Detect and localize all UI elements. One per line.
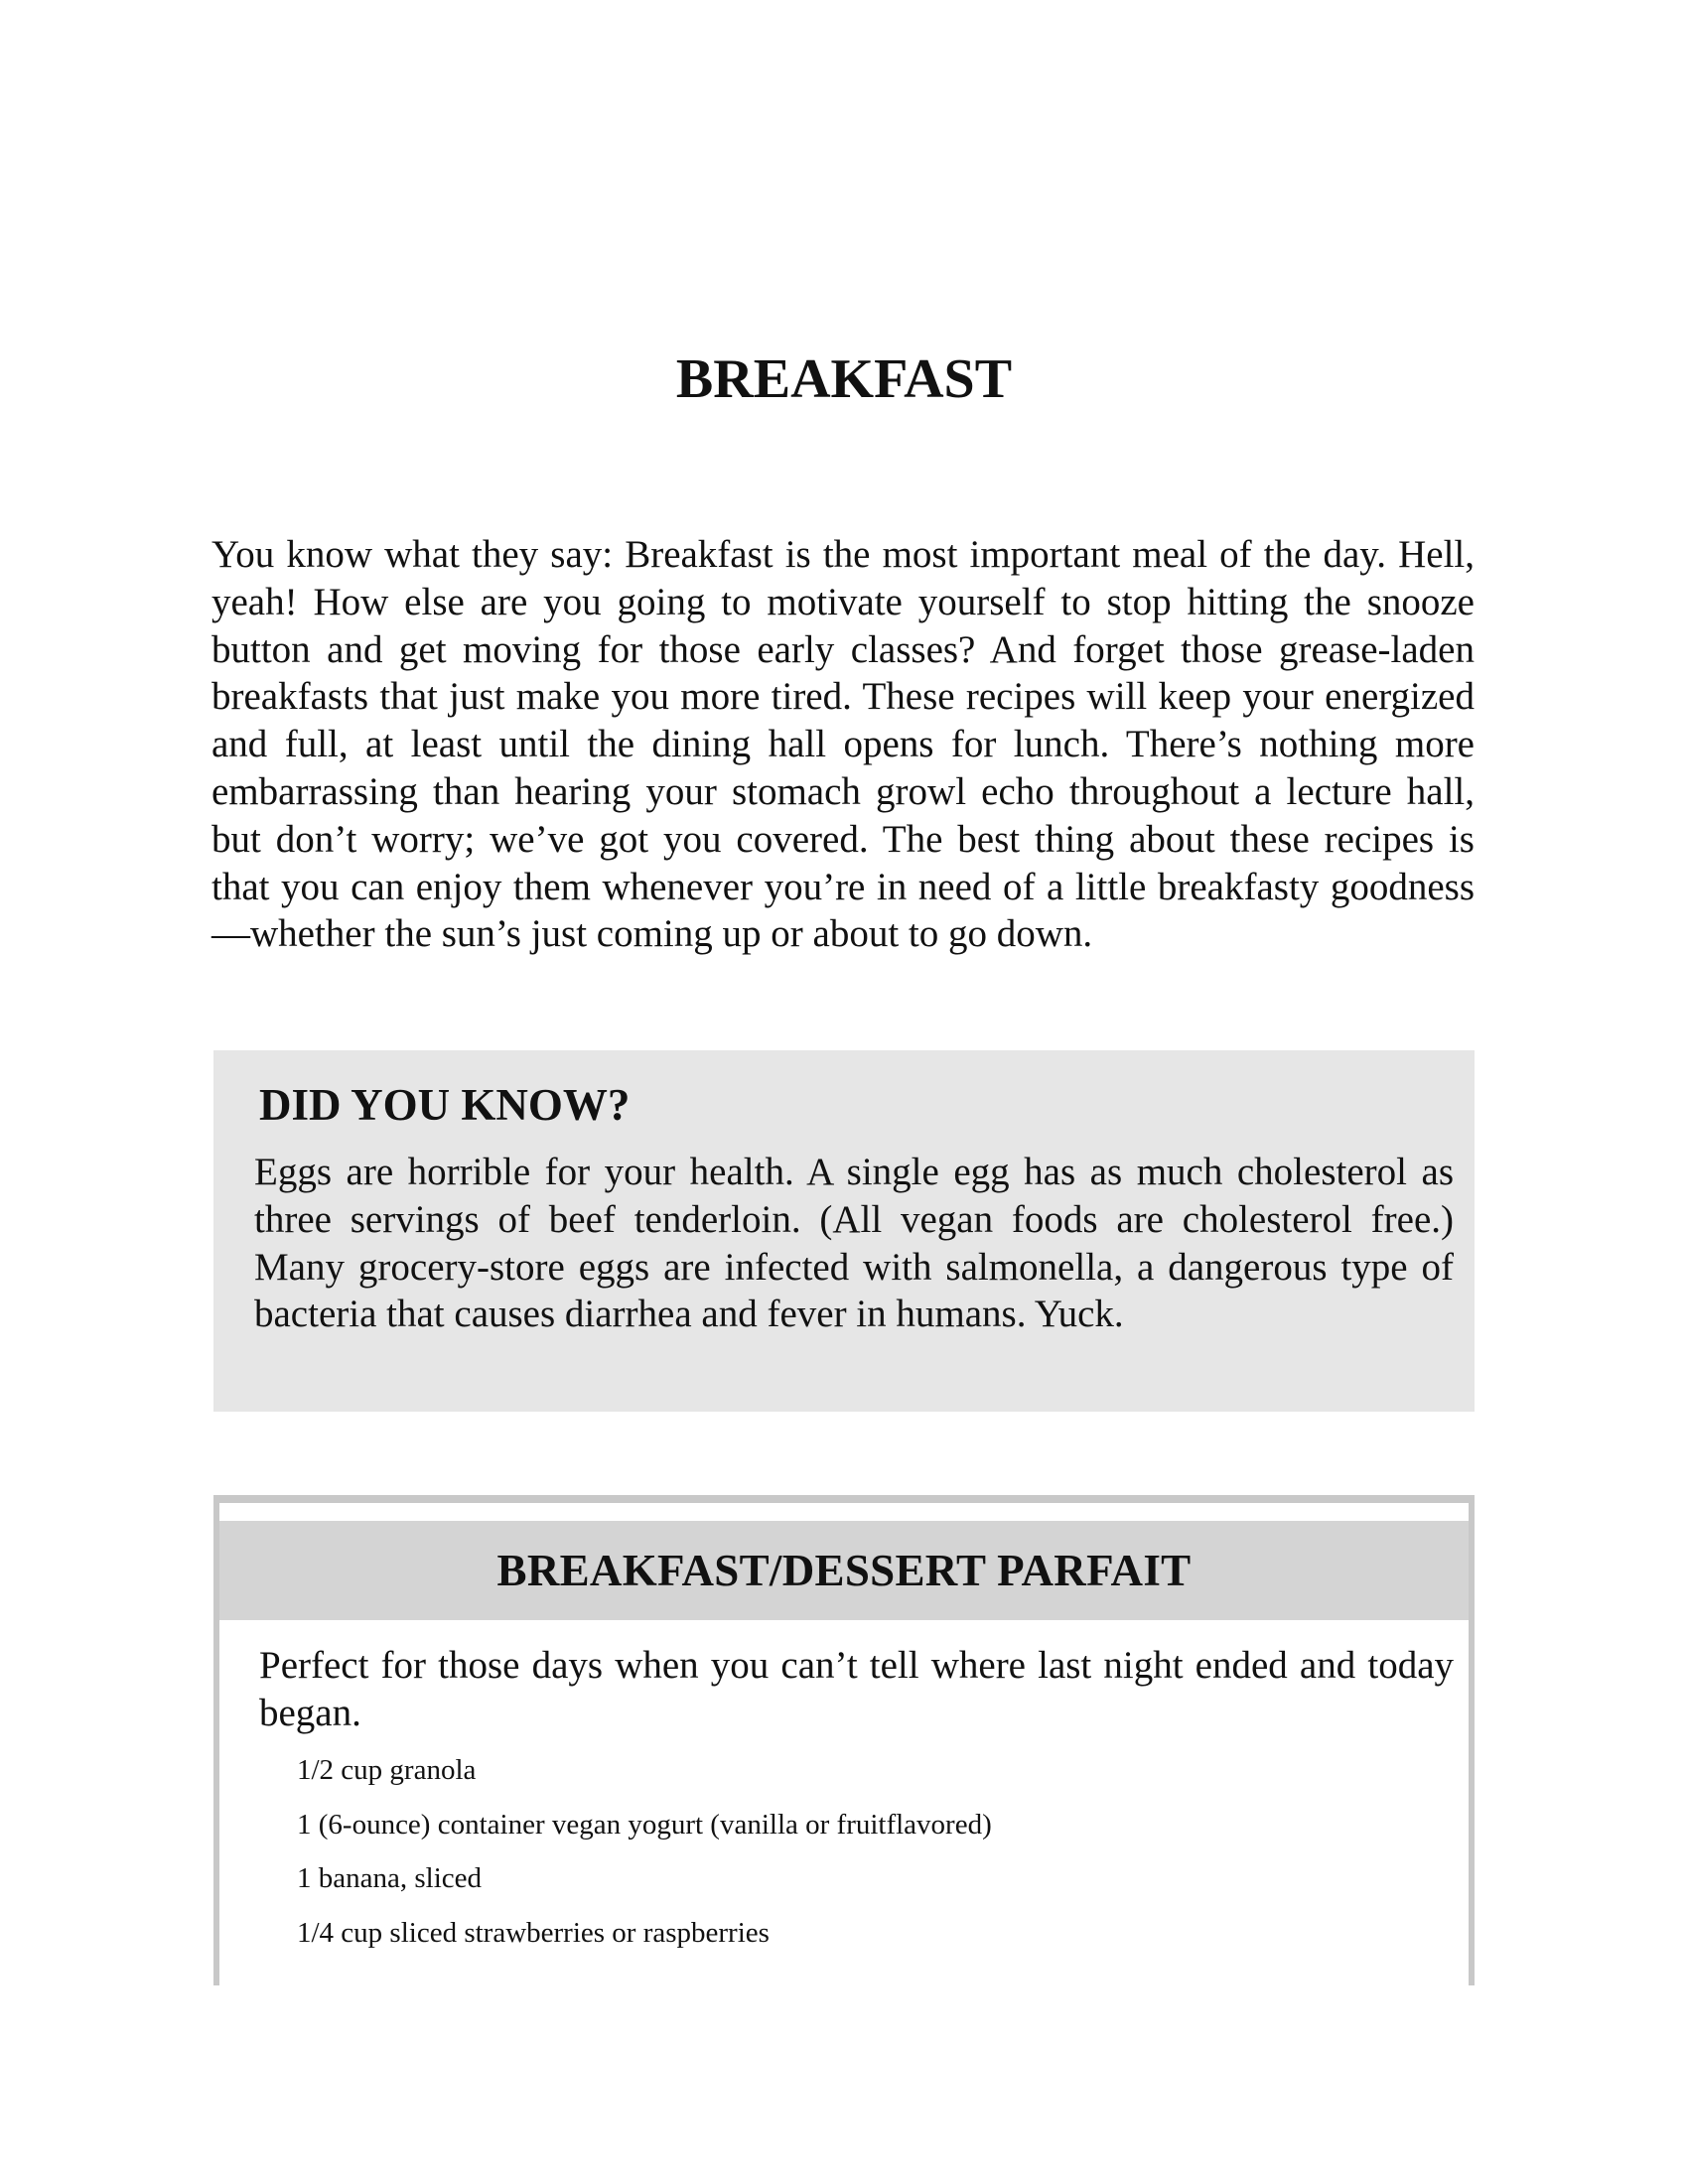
ingredient-list [297, 1751, 992, 1968]
ingredient-item: 1 banana, sliced [297, 1862, 483, 1894]
recipe-header [219, 1521, 1469, 1620]
recipe-title: BREAKFAST/DESSERT PARFAIT [496, 1546, 1192, 1595]
ingredient-item: 1/4 cup sliced strawberries or raspberries [297, 1916, 770, 1949]
did-you-know-text: Eggs are horrible for your health. A single egg has as much cholesterol as three servings of beef tenderloin. (All vegan foods are cholesterol free.) Many grocery-store eggs are infected with salmonella, a dangerous type of bacteria that causes diarrhea and fever in humans. Yuck. [254, 1151, 1454, 1336]
intro-paragraph: You know what they say: Breakfast is the most important meal of the day. Hell, yeah! How else are you going to motivate yourself to stop hitting the snooze button and get moving for those early classes? And forget those grease-laden breakfasts that just make you more tired. These recipes will keep your energized and full, at least until the dining hall opens for lunch. There’s nothing more embarrassing than hearing your stomach growl echo throughout a lecture hall, but don’t worry; we’ve got you covered. The best thing about these recipes is that you can enjoy them whenever you’re in need of a little breakfasty goodness—whether the sun’s just coming up or about to go down. [211, 533, 1475, 956]
did-you-know-title: DID YOU KNOW? [259, 1080, 631, 1130]
ingredient-item: 1 (6-ounce) container vegan yogurt (vanilla or fruitflavored) [297, 1808, 992, 1841]
did-you-know-box [213, 1050, 1475, 1412]
recipe-box [213, 1495, 1475, 1985]
recipe-description: Perfect for those days when you can’t tell where last night ended and today began. [259, 1644, 1454, 1734]
page-title: BREAKFAST [675, 348, 1013, 410]
ingredient-item: 1/2 cup granola [297, 1754, 477, 1786]
